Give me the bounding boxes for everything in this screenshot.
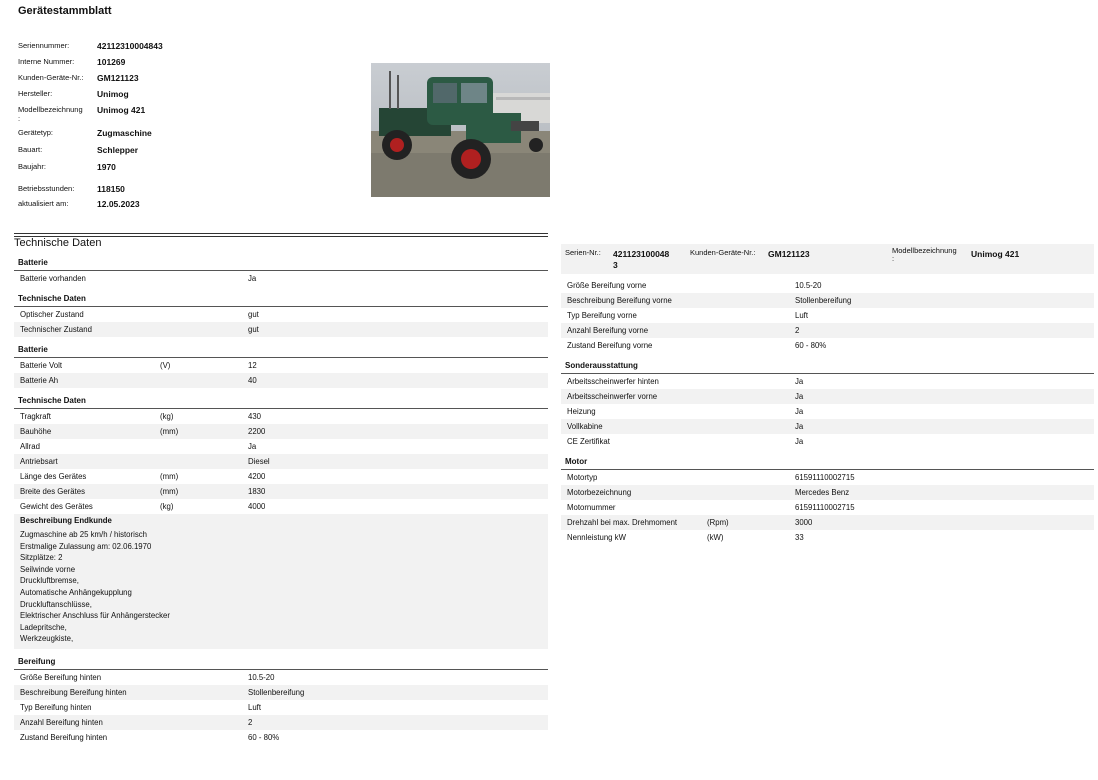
left-column xyxy=(14,250,548,745)
table-row xyxy=(561,293,1094,308)
row-key: Technischer Zustand xyxy=(20,325,92,334)
divider xyxy=(14,233,548,234)
row-key: Zustand Bereifung vorne xyxy=(567,341,653,350)
row-unit xyxy=(160,439,248,454)
row-key: Arbeitsscheinwerfer hinten xyxy=(567,377,659,386)
vehicle-photo xyxy=(371,63,550,197)
row-value: Ja xyxy=(795,377,804,386)
table-row xyxy=(14,358,548,373)
row-unit xyxy=(707,293,795,308)
header-value: Schlepper xyxy=(97,145,139,155)
header-value: 12.05.2023 xyxy=(97,199,140,209)
row-key: Bauhöhe xyxy=(20,427,52,436)
row-key: Nennleistung kW xyxy=(567,533,626,542)
section-title: Technische Daten xyxy=(14,394,548,409)
row-key: Beschreibung Bereifung hinten xyxy=(20,687,127,697)
row-unit: (Rpm) xyxy=(707,518,729,527)
description-line: Automatische Anhängekupplung xyxy=(20,587,132,597)
header-label: Kunden-Geräte-Nr.: xyxy=(18,73,84,82)
description-line: Seilwinde vorne xyxy=(20,564,76,574)
description-line: Sitzplätze: 2 xyxy=(20,553,63,563)
serien-label: Serien-Nr.: xyxy=(565,248,601,257)
row-unit xyxy=(160,271,248,286)
row-list xyxy=(14,670,548,745)
table-row xyxy=(14,409,548,424)
row-list xyxy=(561,374,1094,449)
table-row xyxy=(14,439,548,454)
row-value: 40 xyxy=(248,376,257,385)
row-key: Tragkraft xyxy=(20,412,51,421)
row-key: Größe Bereifung hinten xyxy=(20,672,102,682)
row-unit xyxy=(707,500,795,515)
row-value: 10.5-20 xyxy=(248,672,275,682)
kunden-label: Kunden-Geräte-Nr.: xyxy=(690,248,756,257)
section-title: Sonderausstattung xyxy=(561,359,1094,374)
header-value: Unimog xyxy=(97,89,129,99)
row-value: 60 - 80% xyxy=(248,732,280,742)
row-value: 430 xyxy=(248,412,262,421)
row-unit xyxy=(707,323,795,338)
table-row xyxy=(561,404,1094,419)
description-line: Druckluftanschlüsse, xyxy=(20,599,92,609)
row-unit xyxy=(160,322,248,337)
row-value: 2 xyxy=(795,326,800,335)
row-value: 10.5-20 xyxy=(795,281,822,290)
description-line: Ladepritsche, xyxy=(20,622,67,632)
header-label: Bauart: xyxy=(18,145,43,154)
row-unit xyxy=(160,730,248,745)
description-line: Zugmaschine ab 25 km/h / historisch xyxy=(20,530,147,539)
row-value: Mercedes Benz xyxy=(795,488,850,497)
table-row xyxy=(561,374,1094,389)
header-value: 118150 xyxy=(97,184,125,194)
right-column xyxy=(561,278,1094,545)
row-value: Stollenbereifung xyxy=(795,296,852,305)
row-value: 2 xyxy=(248,717,253,727)
row-key: Batterie vorhanden xyxy=(20,274,86,283)
header-label: Modellbezeichnung : xyxy=(18,105,83,123)
header-value: GM121123 xyxy=(97,73,139,83)
row-unit: (mm) xyxy=(160,427,179,436)
header-value: 42112310004843 xyxy=(97,41,163,51)
row-unit xyxy=(707,338,795,353)
table-row xyxy=(561,419,1094,434)
description-line: Werkzeugkiste, xyxy=(20,634,74,644)
table-row xyxy=(561,434,1094,449)
right-header xyxy=(561,244,1094,274)
description-line: Erstmalige Zulassung am: 02.06.1970 xyxy=(20,541,152,551)
row-list xyxy=(14,358,548,388)
header-label: Seriennummer: xyxy=(18,41,70,50)
row-unit xyxy=(707,374,795,389)
table-row xyxy=(561,308,1094,323)
table-row xyxy=(14,454,548,469)
row-value: Luft xyxy=(795,311,809,320)
row-key: Drehzahl bei max. Drehmoment xyxy=(567,518,678,527)
header-label: Interne Nummer: xyxy=(18,57,75,66)
row-key: Antriebsart xyxy=(20,457,58,466)
page-title: Gerätestammblatt xyxy=(18,5,112,17)
table-row xyxy=(561,389,1094,404)
table-row xyxy=(14,700,548,715)
table-row xyxy=(14,307,548,322)
row-unit xyxy=(160,700,248,715)
row-unit xyxy=(160,307,248,322)
row-value: gut xyxy=(248,325,259,334)
row-value: 60 - 80% xyxy=(795,341,827,350)
row-value: 61591110002715 xyxy=(795,503,855,512)
row-list xyxy=(14,271,548,286)
serien-value: 421123100048 xyxy=(613,249,670,259)
row-value: Ja xyxy=(795,422,804,431)
table-row xyxy=(14,670,548,685)
row-value: Ja xyxy=(795,407,804,416)
row-value: 4000 xyxy=(248,502,266,511)
header-label: aktualisiert am: xyxy=(18,199,69,208)
row-value: Stollenbereifung xyxy=(248,687,305,697)
row-value: Diesel xyxy=(248,457,270,466)
row-unit: (kg) xyxy=(160,412,174,421)
row-unit xyxy=(707,389,795,404)
table-row xyxy=(561,278,1094,293)
row-list xyxy=(561,470,1094,545)
header-label: Hersteller: xyxy=(18,89,53,98)
header-value: 101269 xyxy=(97,57,126,67)
row-key: Batterie Ah xyxy=(20,376,59,385)
row-key: Heizung xyxy=(567,407,596,416)
row-unit xyxy=(707,404,795,419)
row-value: Ja xyxy=(795,437,804,446)
table-row xyxy=(561,485,1094,500)
row-key: Batterie Volt xyxy=(20,361,63,370)
modell-value: Unimog 421 xyxy=(971,249,1020,259)
row-unit xyxy=(707,434,795,449)
row-unit xyxy=(160,670,248,685)
section-title: Batterie xyxy=(14,256,548,271)
table-row xyxy=(14,322,548,337)
row-key: CE Zertifikat xyxy=(567,437,610,446)
row-unit: (V) xyxy=(160,361,171,370)
header-value: 1970 xyxy=(97,162,116,172)
table-row xyxy=(561,515,1094,530)
description-title: Beschreibung Endkunde xyxy=(20,516,112,525)
table-row xyxy=(14,424,548,439)
row-value: 61591110002715 xyxy=(795,473,855,482)
row-key: Länge des Gerätes xyxy=(20,472,87,481)
table-row xyxy=(14,730,548,745)
row-key: Anzahl Bereifung hinten xyxy=(20,717,103,727)
row-value: Ja xyxy=(795,392,804,401)
table-row xyxy=(561,323,1094,338)
section-title: Technische Daten xyxy=(14,292,548,307)
row-unit: (mm) xyxy=(160,487,179,496)
row-key: Größe Bereifung vorne xyxy=(567,281,647,290)
row-value: 12 xyxy=(248,361,257,370)
row-key: Arbeitsscheinwerfer vorne xyxy=(567,392,658,401)
header-label: Gerätetyp: xyxy=(18,128,54,137)
row-list xyxy=(14,307,548,337)
header-label: Baujahr: xyxy=(18,162,46,171)
section-title: Batterie xyxy=(14,343,548,358)
row-value: gut xyxy=(248,310,259,319)
description-block xyxy=(14,514,548,649)
row-value: 2200 xyxy=(248,427,266,436)
row-key: Beschreibung Bereifung vorne xyxy=(567,296,672,305)
vehicle-photo-graphic xyxy=(371,63,550,197)
description-line: Druckluftbremse, xyxy=(20,576,79,586)
section-title: Bereifung xyxy=(14,655,548,670)
header-value: Unimog 421 xyxy=(97,105,146,115)
table-row xyxy=(561,338,1094,353)
row-list xyxy=(561,278,1094,353)
table-row xyxy=(14,484,548,499)
row-value: Luft xyxy=(248,702,262,712)
kunden-value: GM121123 xyxy=(768,249,810,259)
table-row xyxy=(14,469,548,484)
row-key: Allrad xyxy=(20,442,40,451)
row-key: Motortyp xyxy=(567,473,598,482)
row-unit xyxy=(707,278,795,293)
row-key: Zustand Bereifung hinten xyxy=(20,732,108,742)
row-key: Vollkabine xyxy=(567,422,603,431)
row-key: Breite des Gerätes xyxy=(20,487,86,496)
section-title-technische-daten: Technische Daten xyxy=(14,236,548,249)
table-row xyxy=(14,271,548,286)
row-value: Ja xyxy=(248,442,257,451)
section-title: Motor xyxy=(561,455,1094,470)
row-value: 1830 xyxy=(248,487,266,496)
header-value: Zugmaschine xyxy=(97,128,152,138)
table-row xyxy=(14,685,548,700)
row-key: Motornummer xyxy=(567,503,616,512)
table-row xyxy=(14,373,548,388)
row-unit xyxy=(160,715,248,730)
header-label: Betriebsstunden: xyxy=(18,184,75,193)
row-unit xyxy=(160,373,248,388)
row-key: Motorbezeichnung xyxy=(567,488,632,497)
row-unit xyxy=(707,485,795,500)
description-line: Elektrischer Anschluss für Anhängerstecker xyxy=(20,611,170,621)
row-unit: (kg) xyxy=(160,502,174,511)
row-unit: (mm) xyxy=(160,472,179,481)
table-row xyxy=(14,715,548,730)
row-value: 4200 xyxy=(248,472,266,481)
row-value: 3000 xyxy=(795,518,813,527)
row-value: Ja xyxy=(248,274,257,283)
table-row xyxy=(561,500,1094,515)
table-row xyxy=(561,470,1094,485)
serien-value-wrap: 3 xyxy=(613,260,618,270)
row-unit: (kW) xyxy=(707,533,724,542)
row-key: Typ Bereifung vorne xyxy=(567,311,637,320)
row-key: Typ Bereifung hinten xyxy=(20,702,92,712)
row-unit xyxy=(160,685,248,700)
modell-label: Modellbezeichnung : xyxy=(892,246,957,263)
row-value: 33 xyxy=(795,533,804,542)
table-row xyxy=(14,499,548,514)
row-key: Anzahl Bereifung vorne xyxy=(567,326,649,335)
row-unit xyxy=(707,470,795,485)
row-list xyxy=(14,409,548,514)
row-unit xyxy=(160,454,248,469)
row-unit xyxy=(707,308,795,323)
row-key: Gewicht des Gerätes xyxy=(20,502,93,511)
row-unit xyxy=(707,419,795,434)
table-row xyxy=(561,530,1094,545)
row-key: Optischer Zustand xyxy=(20,310,84,319)
